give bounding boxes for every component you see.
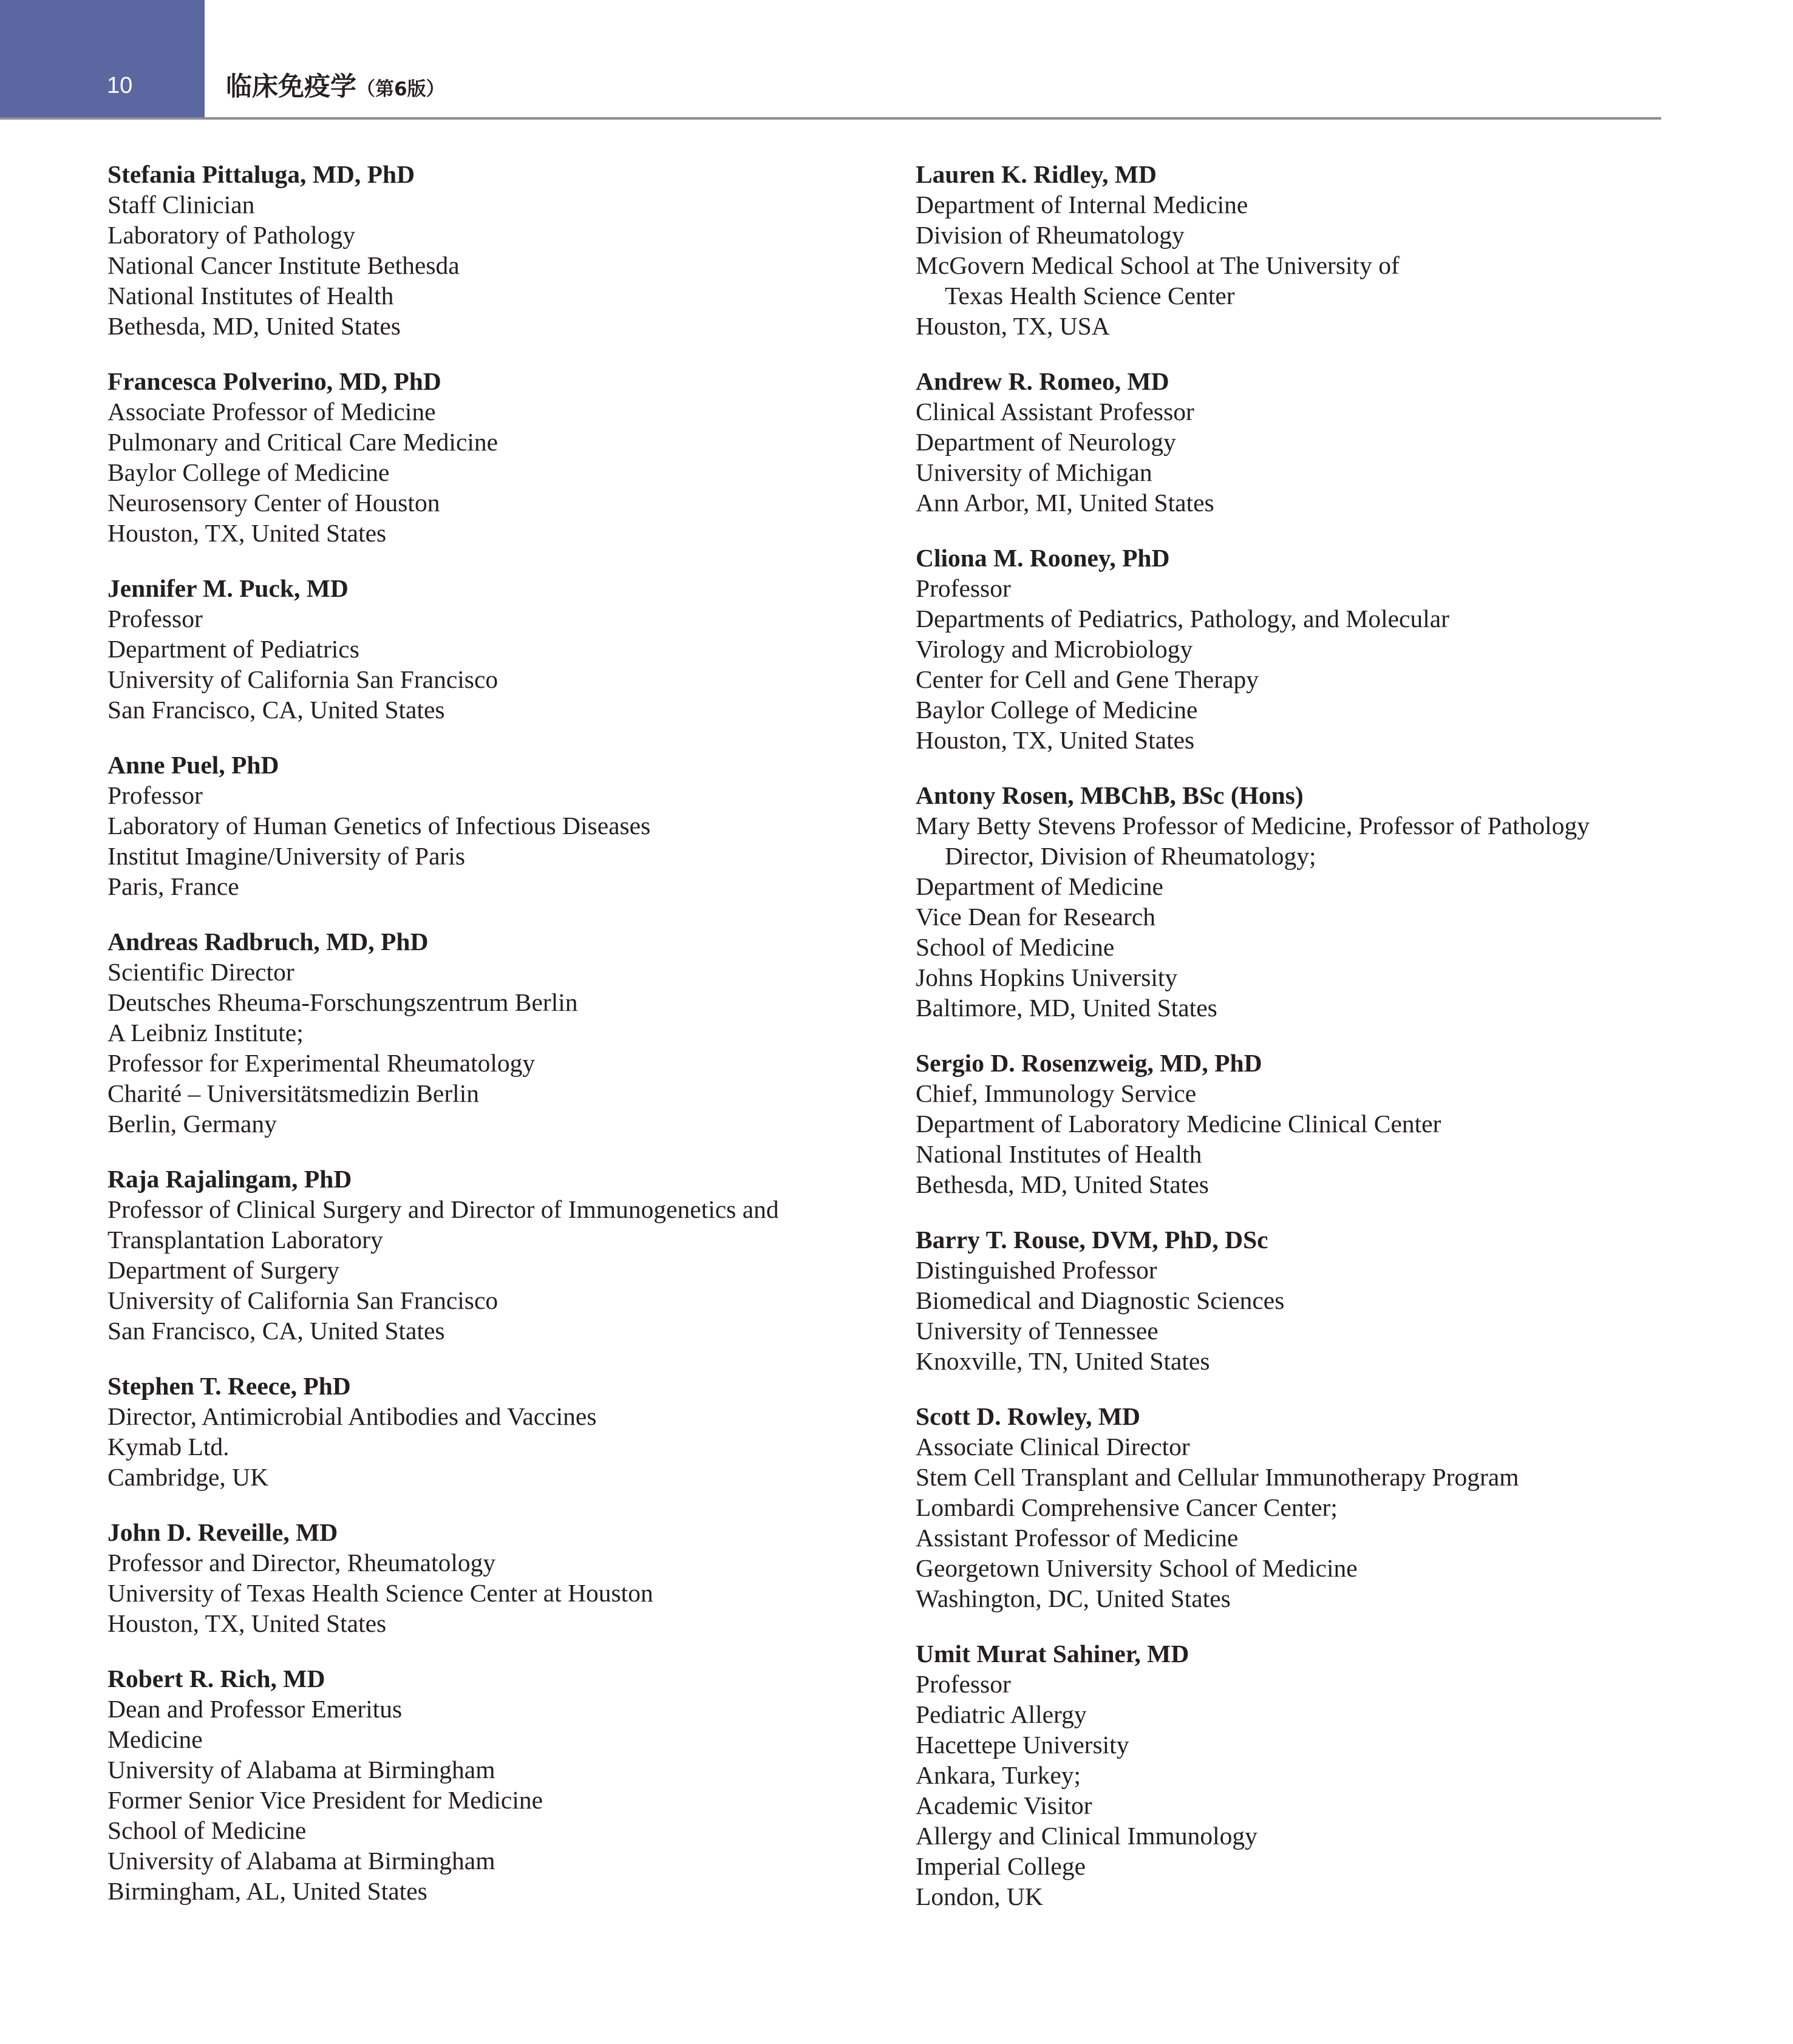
affiliation-line: Paris, France <box>107 872 239 900</box>
affiliation-line: Allergy and Clinical Immunology <box>916 1822 1257 1850</box>
affiliation-line: Bethesda, MD, United States <box>107 312 401 340</box>
affiliation-line: Transplantation Laboratory <box>107 1226 383 1254</box>
contributor-entry <box>107 159 873 341</box>
contributor-entry <box>916 1401 1662 1614</box>
contributor-name: Antony Rosen, MBChB, BSc (Hons) <box>916 781 1304 809</box>
affiliation-line: Baltimore, MD, United States <box>916 994 1217 1022</box>
affiliation-line: Assistant Professor of Medicine <box>916 1524 1239 1552</box>
affiliation-line: Charité – Universitätsmedizin Berlin <box>107 1079 479 1107</box>
contributor-name: Anne Puel, PhD <box>107 751 279 779</box>
affiliation-line: Houston, TX, United States <box>107 1609 387 1637</box>
affiliation-line: San Francisco, CA, United States <box>107 696 445 724</box>
contributor-name: John D. Reveille, MD <box>107 1518 338 1546</box>
affiliation-line: Laboratory of Human Genetics of Infectious Diseases <box>107 812 651 840</box>
affiliation-line: Professor <box>916 574 1011 602</box>
affiliation-line: Professor for Experimental Rheumatology <box>107 1049 536 1077</box>
affiliation-line: University of Michigan <box>916 458 1152 486</box>
affiliation-line: Academic Visitor <box>916 1791 1092 1819</box>
affiliation-line: Department of Surgery <box>107 1256 339 1284</box>
affiliation-line: Ann Arbor, MI, United States <box>916 489 1214 517</box>
contributor-entry <box>107 1164 873 1346</box>
contributor-name: Barry T. Rouse, DVM, PhD, DSc <box>916 1226 1268 1254</box>
affiliation-line: San Francisco, CA, United States <box>107 1317 445 1345</box>
affiliation-line: Cambridge, UK <box>107 1463 269 1491</box>
affiliation-line: Knoxville, TN, United States <box>916 1347 1210 1375</box>
affiliation-line: Department of Pediatrics <box>107 635 359 663</box>
affiliation-line: University of Alabama at Birmingham <box>107 1847 495 1875</box>
affiliation-line: Hacettepe University <box>916 1731 1129 1759</box>
affiliation-line: Staff Clinician <box>107 191 255 219</box>
affiliation-line: Division of Rheumatology <box>916 221 1185 249</box>
contributor-entry <box>916 1224 1662 1376</box>
affiliation-line: Pediatric Allergy <box>916 1700 1087 1728</box>
left-contributor-column <box>107 159 873 1931</box>
contributor-name: Umit Murat Sahiner, MD <box>916 1640 1189 1668</box>
contributor-name: Andrew R. Romeo, MD <box>916 367 1169 395</box>
affiliation-line: Professor and Director, Rheumatology <box>107 1549 496 1577</box>
affiliation-line: Mary Betty Stevens Professor of Medicine, Professor of Pathology <box>916 812 1590 840</box>
affiliation-line: Professor of Clinical Surgery and Director of Immunogenetics and <box>107 1195 779 1223</box>
affiliation-line: School of Medicine <box>916 933 1115 961</box>
affiliation-line: Houston, TX, United States <box>916 726 1195 754</box>
affiliation-line: Associate Clinical Director <box>916 1433 1190 1461</box>
affiliation-line: A Leibniz Institute; <box>107 1019 304 1047</box>
affiliation-line: Department of Laboratory Medicine Clinical Center <box>916 1110 1441 1138</box>
page-number: 10 <box>107 73 133 98</box>
contributor-name: Stefania Pittaluga, MD, PhD <box>107 160 415 188</box>
right-contributor-column <box>916 159 1662 1937</box>
contributor-entry <box>916 366 1662 518</box>
contributor-name: Raja Rajalingam, PhD <box>107 1165 352 1193</box>
affiliation-line: National Institutes of Health <box>916 1140 1202 1168</box>
affiliation-line: Scientific Director <box>107 958 294 986</box>
affiliation-line: National Institutes of Health <box>107 282 394 310</box>
contributor-entry <box>107 366 873 548</box>
affiliation-line: Neurosensory Center of Houston <box>107 489 440 517</box>
contributor-name: Andreas Radbruch, MD, PhD <box>107 928 429 956</box>
affiliation-line: Houston, TX, USA <box>916 312 1110 340</box>
affiliation-line: Berlin, Germany <box>107 1110 277 1138</box>
contributor-entry <box>107 926 873 1139</box>
affiliation-line: Institut Imagine/University of Paris <box>107 842 465 870</box>
contributor-name: Robert R. Rich, MD <box>107 1665 325 1693</box>
affiliation-line: Virology and Microbiology <box>916 635 1193 663</box>
contributor-entry <box>916 1048 1662 1200</box>
affiliation-line: Director, Antimicrobial Antibodies and Vaccines <box>107 1402 597 1430</box>
affiliation-line: Ankara, Turkey; <box>916 1761 1081 1789</box>
contributor-entry <box>916 543 1662 755</box>
affiliation-line: University of Alabama at Birmingham <box>107 1756 495 1784</box>
affiliation-line: Departments of Pediatrics, Pathology, and Molecular <box>916 605 1449 633</box>
affiliation-line: Baylor College of Medicine <box>916 696 1198 724</box>
contributor-name: Stephen T. Reece, PhD <box>107 1372 351 1400</box>
running-title <box>226 74 445 100</box>
affiliation-line: University of California San Francisco <box>107 1286 498 1314</box>
edition-label: （第6版） <box>356 78 445 100</box>
affiliation-line: University of California San Francisco <box>107 665 498 693</box>
contributor-entry <box>107 1371 873 1492</box>
affiliation-line: National Cancer Institute Bethesda <box>107 251 460 279</box>
affiliation-line: McGovern Medical School at The University of <box>916 251 1400 279</box>
affiliation-line: Bethesda, MD, United States <box>916 1170 1209 1198</box>
affiliation-line: Professor <box>916 1670 1011 1698</box>
affiliation-line: Lombardi Comprehensive Cancer Center; <box>916 1493 1338 1521</box>
contributor-entry <box>107 1663 873 1906</box>
affiliation-line: Chief, Immunology Service <box>916 1079 1197 1107</box>
affiliation-line: Vice Dean for Research <box>916 903 1155 931</box>
affiliation-line: Department of Medicine <box>916 872 1163 900</box>
affiliation-line: London, UK <box>916 1883 1043 1910</box>
affiliation-line: Dean and Professor Emeritus <box>107 1695 403 1723</box>
contributor-name: Scott D. Rowley, MD <box>916 1402 1140 1430</box>
affiliation-line: Medicine <box>107 1725 203 1753</box>
affiliation-line: Imperial College <box>916 1852 1086 1880</box>
affiliation-line: School of Medicine <box>107 1816 307 1844</box>
affiliation-line: University of Tennessee <box>916 1317 1158 1345</box>
contributor-name: Cliona M. Rooney, PhD <box>916 544 1170 572</box>
contributor-entry <box>107 1517 873 1638</box>
affiliation-line: Birmingham, AL, United States <box>107 1877 427 1905</box>
contributor-entry <box>916 780 1662 1023</box>
affiliation-line: Johns Hopkins University <box>916 963 1178 991</box>
contributor-entry <box>107 750 873 901</box>
contributor-name: Sergio D. Rosenzweig, MD, PhD <box>916 1049 1262 1077</box>
affiliation-line: Director, Division of Rheumatology; <box>945 842 1316 870</box>
contributor-entry <box>916 159 1662 341</box>
affiliation-line: Professor <box>107 781 203 809</box>
affiliation-line: Department of Neurology <box>916 428 1176 456</box>
contributor-name: Francesca Polverino, MD, PhD <box>107 367 441 395</box>
affiliation-line: Kymab Ltd. <box>107 1433 230 1461</box>
contributor-name: Jennifer M. Puck, MD <box>107 574 349 602</box>
affiliation-line: Biomedical and Diagnostic Sciences <box>916 1286 1285 1314</box>
affiliation-line: Baylor College of Medicine <box>107 458 390 486</box>
contributor-name: Lauren K. Ridley, MD <box>916 160 1157 188</box>
affiliation-line: Former Senior Vice President for Medicine <box>107 1786 543 1814</box>
affiliation-line: University of Texas Health Science Center at Houston <box>107 1579 653 1607</box>
affiliation-line: Pulmonary and Critical Care Medicine <box>107 428 498 456</box>
affiliation-line: Laboratory of Pathology <box>107 221 355 249</box>
affiliation-line: Houston, TX, United States <box>107 519 387 547</box>
affiliation-line: Texas Health Science Center <box>945 282 1235 310</box>
contributor-entry <box>916 1638 1662 1912</box>
affiliation-line: Associate Professor of Medicine <box>107 398 436 426</box>
affiliation-line: Stem Cell Transplant and Cellular Immunotherapy Program <box>916 1463 1519 1491</box>
affiliation-line: Georgetown University School of Medicine <box>916 1554 1358 1582</box>
affiliation-line: Distinguished Professor <box>916 1256 1157 1284</box>
header-color-block <box>0 0 205 120</box>
affiliation-line: Deutsches Rheuma-Forschungszentrum Berlin <box>107 988 578 1016</box>
affiliation-line: Department of Internal Medicine <box>916 191 1248 219</box>
affiliation-line: Professor <box>107 605 203 633</box>
contributor-entry <box>107 573 873 725</box>
affiliation-line: Clinical Assistant Professor <box>916 398 1194 426</box>
affiliation-line: Washington, DC, United States <box>916 1584 1231 1612</box>
header-rule <box>0 117 1661 120</box>
affiliation-line: Center for Cell and Gene Therapy <box>916 665 1259 693</box>
book-title: 临床免疫学 <box>226 72 356 102</box>
